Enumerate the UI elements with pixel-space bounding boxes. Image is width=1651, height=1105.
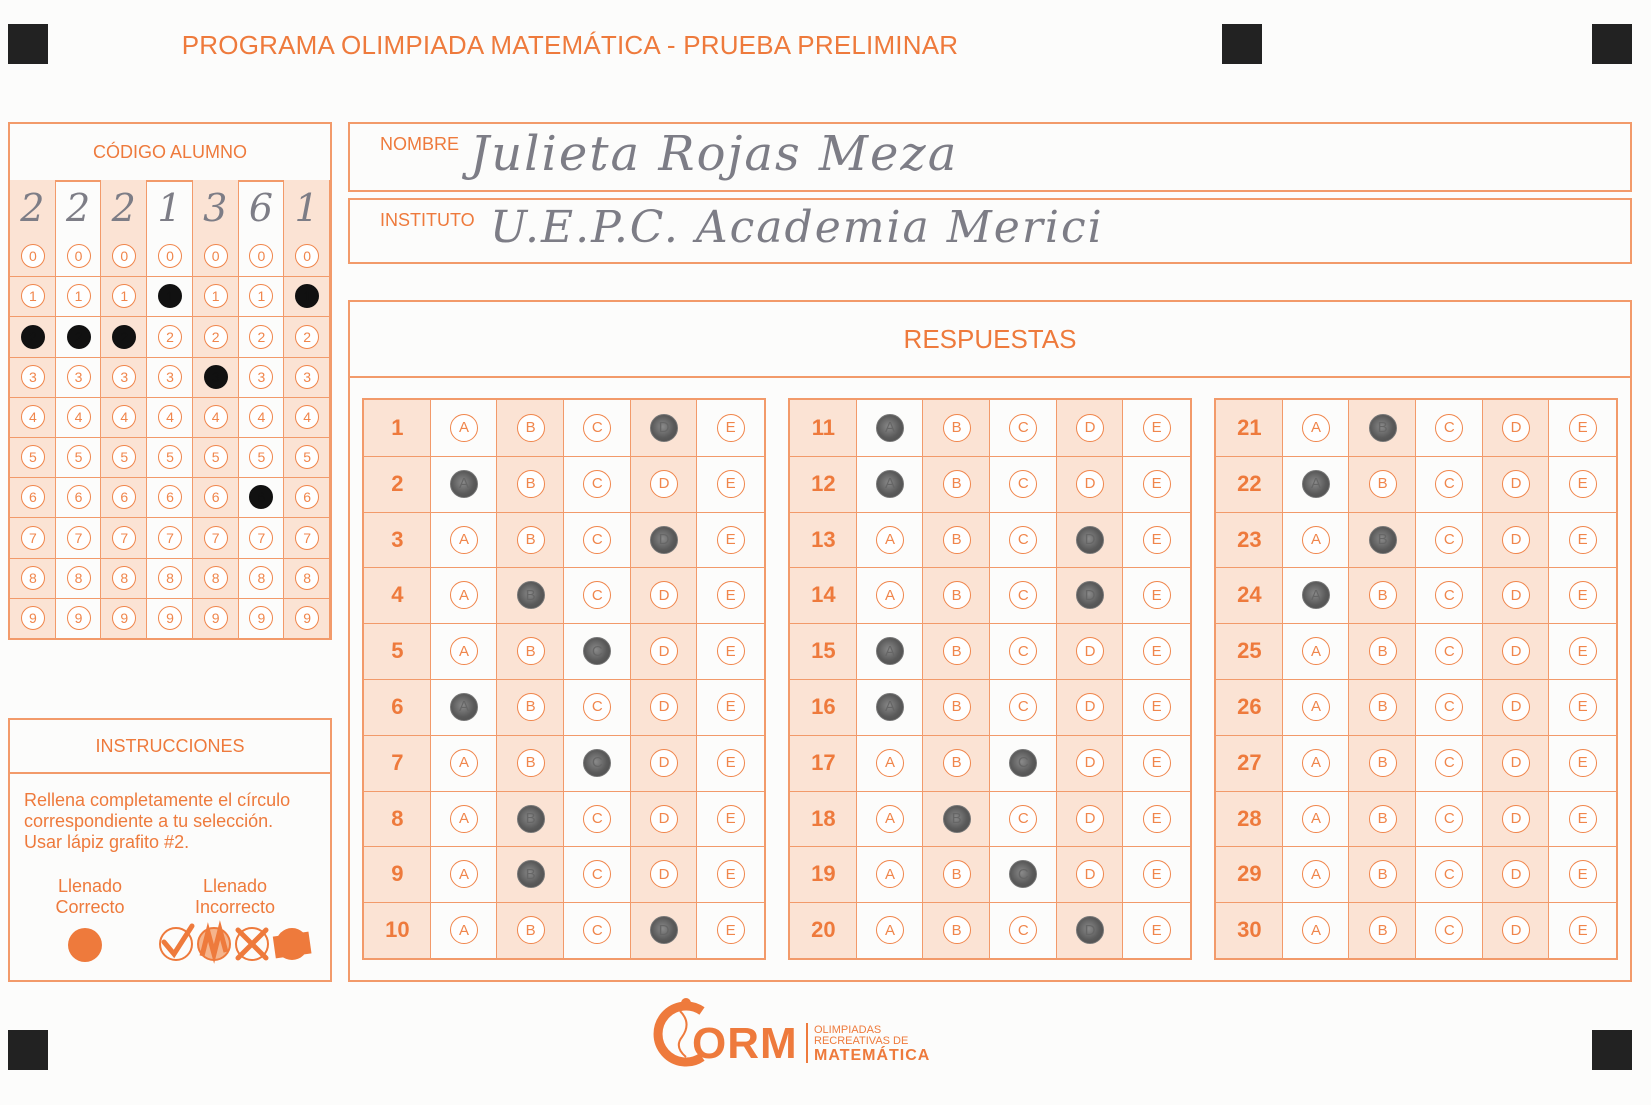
code-bubble-7[interactable]: 7 bbox=[249, 526, 273, 550]
answer-bubble-c[interactable]: C bbox=[1435, 916, 1463, 944]
code-digit-written: 2 bbox=[10, 180, 56, 236]
code-row-divider bbox=[10, 357, 330, 358]
answer-bubble-e[interactable]: E bbox=[1569, 414, 1597, 442]
code-bubble-2[interactable]: 2 bbox=[67, 325, 91, 349]
answer-bubble-a[interactable]: A bbox=[876, 581, 904, 609]
code-bubble-9[interactable]: 9 bbox=[67, 606, 91, 630]
answer-bubble-d[interactable]: D bbox=[1502, 526, 1530, 554]
question-number: 16 bbox=[811, 694, 836, 719]
code-bubble-9[interactable]: 9 bbox=[249, 606, 273, 630]
answer-bubble-c[interactable]: C bbox=[583, 526, 611, 554]
question-number: 10 bbox=[385, 917, 410, 943]
code-bubble-2[interactable]: 2 bbox=[249, 325, 273, 349]
code-bubble-3[interactable]: 3 bbox=[158, 365, 182, 389]
code-bubble-2[interactable]: 2 bbox=[158, 325, 182, 349]
answer-bubble-d[interactable]: D bbox=[1502, 805, 1530, 833]
answer-bubble-c[interactable]: C bbox=[583, 637, 611, 665]
code-bubble-8[interactable]: 8 bbox=[67, 566, 91, 590]
answer-bubble-e[interactable]: E bbox=[717, 414, 745, 442]
answer-bubble-e[interactable]: E bbox=[1569, 526, 1597, 554]
answer-bubble-d[interactable]: D bbox=[1076, 526, 1104, 554]
answer-bubble-c[interactable]: C bbox=[1009, 749, 1037, 777]
code-bubble-6[interactable]: 6 bbox=[112, 485, 136, 509]
answer-bubble-b[interactable]: B bbox=[1369, 414, 1397, 442]
answer-bubble-b[interactable]: B bbox=[943, 637, 971, 665]
code-bubble-7[interactable]: 7 bbox=[112, 526, 136, 550]
answer-bubble-b[interactable]: B bbox=[943, 470, 971, 498]
correct-fill-example-icon bbox=[68, 928, 102, 962]
answer-bubble-a[interactable]: A bbox=[450, 470, 478, 498]
answer-bubble-a[interactable]: A bbox=[876, 526, 904, 554]
answer-bubble-c[interactable]: C bbox=[1435, 414, 1463, 442]
code-bubble-8[interactable]: 8 bbox=[249, 566, 273, 590]
answer-bubble-d[interactable]: D bbox=[1076, 916, 1104, 944]
answer-bubble-d[interactable]: D bbox=[1076, 637, 1104, 665]
answer-bubble-d[interactable]: D bbox=[1076, 805, 1104, 833]
answer-bubble-e[interactable]: E bbox=[1143, 805, 1171, 833]
instructions-title: INSTRUCCIONES bbox=[10, 720, 330, 774]
answer-bubble-b[interactable]: B bbox=[517, 693, 545, 721]
code-bubble-8[interactable]: 8 bbox=[21, 566, 45, 590]
code-bubble-8[interactable]: 8 bbox=[112, 566, 136, 590]
answer-bubble-e[interactable]: E bbox=[717, 637, 745, 665]
question-number: 12 bbox=[811, 470, 836, 496]
answers-column-3 bbox=[1214, 398, 1618, 960]
code-bubble-0[interactable]: 0 bbox=[112, 244, 136, 268]
answer-bubble-b[interactable]: B bbox=[517, 749, 545, 777]
institute-box bbox=[348, 198, 1632, 264]
code-bubble-3[interactable]: 3 bbox=[295, 365, 319, 389]
code-bubble-1[interactable]: 1 bbox=[204, 284, 228, 308]
answer-bubble-a[interactable]: A bbox=[1302, 693, 1330, 721]
code-digit-written: 1 bbox=[147, 180, 193, 236]
answer-bubble-d[interactable]: D bbox=[1502, 637, 1530, 665]
code-bubble-2[interactable]: 2 bbox=[21, 325, 45, 349]
answer-bubble-c[interactable]: C bbox=[1009, 637, 1037, 665]
code-bubble-1[interactable]: 1 bbox=[21, 284, 45, 308]
code-row-divider bbox=[10, 598, 330, 599]
page-title: PROGRAMA OLIMPIADA MATEMÁTICA - PRUEBA PRELIMINAR bbox=[181, 30, 959, 60]
answer-bubble-c[interactable]: C bbox=[583, 414, 611, 442]
answer-bubble-a[interactable]: A bbox=[450, 860, 478, 888]
answer-bubble-e[interactable]: E bbox=[717, 805, 745, 833]
question-number: 4 bbox=[391, 582, 404, 608]
question-number: 2 bbox=[391, 470, 404, 496]
answer-bubble-c[interactable]: C bbox=[1009, 805, 1037, 833]
code-bubble-9[interactable]: 9 bbox=[295, 606, 319, 630]
code-bubble-2[interactable]: 2 bbox=[295, 325, 319, 349]
question-number: 27 bbox=[1237, 749, 1262, 775]
answer-bubble-e[interactable]: E bbox=[1569, 805, 1597, 833]
code-digit-written: 2 bbox=[101, 180, 147, 236]
code-bubble-9[interactable]: 9 bbox=[112, 606, 136, 630]
code-bubble-7[interactable]: 7 bbox=[21, 526, 45, 550]
answer-bubble-d[interactable]: D bbox=[1076, 414, 1104, 442]
answer-bubble-a[interactable]: A bbox=[450, 526, 478, 554]
answer-bubble-e[interactable]: E bbox=[1143, 637, 1171, 665]
answer-bubble-b[interactable]: B bbox=[517, 470, 545, 498]
answer-bubble-c[interactable]: C bbox=[1435, 693, 1463, 721]
answer-bubble-a[interactable]: A bbox=[876, 414, 904, 442]
answer-bubble-a[interactable]: A bbox=[1302, 916, 1330, 944]
code-bubble-2[interactable]: 2 bbox=[112, 325, 136, 349]
institute-label: INSTITUTO bbox=[380, 210, 475, 230]
answer-bubble-d[interactable]: D bbox=[650, 860, 678, 888]
answer-bubble-c[interactable]: C bbox=[1435, 637, 1463, 665]
code-bubble-8[interactable]: 8 bbox=[204, 566, 228, 590]
answer-bubble-b[interactable]: B bbox=[943, 749, 971, 777]
answer-bubble-c[interactable]: C bbox=[1435, 805, 1463, 833]
question-number: 1 bbox=[391, 415, 404, 440]
answer-bubble-b[interactable]: B bbox=[517, 581, 545, 609]
code-bubble-0[interactable]: 0 bbox=[295, 244, 319, 268]
answer-bubble-a[interactable]: A bbox=[450, 749, 478, 777]
code-bubble-4[interactable]: 4 bbox=[112, 405, 136, 429]
answer-bubble-a[interactable]: A bbox=[876, 805, 904, 833]
answer-bubble-a[interactable]: A bbox=[450, 637, 478, 665]
code-row-divider bbox=[10, 477, 330, 478]
answer-bubble-b[interactable]: B bbox=[943, 805, 971, 833]
question-number: 8 bbox=[391, 805, 404, 831]
answer-bubble-a[interactable]: A bbox=[1302, 860, 1330, 888]
answer-bubble-a[interactable]: A bbox=[876, 693, 904, 721]
answer-bubble-d[interactable]: D bbox=[1502, 860, 1530, 888]
answer-bubble-b[interactable]: B bbox=[1369, 526, 1397, 554]
answer-bubble-c[interactable]: C bbox=[583, 581, 611, 609]
code-bubble-4[interactable]: 4 bbox=[67, 405, 91, 429]
code-digit-written: 6 bbox=[239, 180, 285, 236]
code-bubble-8[interactable]: 8 bbox=[295, 566, 319, 590]
answer-bubble-b[interactable]: B bbox=[943, 860, 971, 888]
question-number: 5 bbox=[391, 638, 404, 664]
code-bubble-5[interactable]: 5 bbox=[158, 445, 182, 469]
answer-bubble-a[interactable]: A bbox=[450, 414, 478, 442]
answer-bubble-e[interactable]: E bbox=[717, 693, 745, 721]
question-number: 14 bbox=[811, 582, 836, 608]
code-bubble-1[interactable]: 1 bbox=[295, 284, 319, 308]
answer-bubble-c[interactable]: C bbox=[1009, 693, 1037, 721]
code-bubble-3[interactable]: 3 bbox=[249, 365, 273, 389]
code-bubble-5[interactable]: 5 bbox=[67, 445, 91, 469]
code-row-divider bbox=[10, 397, 330, 398]
answer-bubble-b[interactable]: B bbox=[1369, 805, 1397, 833]
answer-bubble-b[interactable]: B bbox=[517, 805, 545, 833]
answer-bubble-b[interactable]: B bbox=[1369, 637, 1397, 665]
question-number: 13 bbox=[811, 526, 836, 552]
answer-bubble-a[interactable]: A bbox=[1302, 414, 1330, 442]
code-bubble-5[interactable]: 5 bbox=[21, 445, 45, 469]
answer-bubble-e[interactable]: E bbox=[1143, 526, 1171, 554]
answer-bubble-d[interactable]: D bbox=[650, 414, 678, 442]
answer-bubble-b[interactable]: B bbox=[943, 693, 971, 721]
code-bubble-3[interactable]: 3 bbox=[21, 365, 45, 389]
answer-bubble-d[interactable]: D bbox=[650, 526, 678, 554]
answer-bubble-a[interactable]: A bbox=[450, 916, 478, 944]
answer-bubble-d[interactable]: D bbox=[650, 581, 678, 609]
code-bubble-4[interactable]: 4 bbox=[295, 405, 319, 429]
answer-bubble-e[interactable]: E bbox=[717, 916, 745, 944]
instructions-text bbox=[24, 790, 324, 853]
answer-bubble-e[interactable]: E bbox=[717, 860, 745, 888]
question-number: 21 bbox=[1237, 415, 1262, 440]
answer-bubble-c[interactable]: C bbox=[583, 693, 611, 721]
code-bubble-6[interactable]: 6 bbox=[295, 485, 319, 509]
answer-bubble-e[interactable]: E bbox=[1143, 414, 1171, 442]
answers-title: RESPUESTAS bbox=[350, 302, 1630, 378]
answer-bubble-a[interactable]: A bbox=[1302, 470, 1330, 498]
answer-bubble-a[interactable]: A bbox=[1302, 581, 1330, 609]
code-digit-written: 1 bbox=[284, 180, 330, 236]
answer-bubble-a[interactable]: A bbox=[1302, 637, 1330, 665]
answer-bubble-c[interactable]: C bbox=[1009, 470, 1037, 498]
answer-bubble-b[interactable]: B bbox=[517, 916, 545, 944]
overfill-icon bbox=[273, 928, 312, 960]
cross-mark-icon bbox=[236, 928, 268, 960]
orm-wordmark: ORM bbox=[692, 1019, 798, 1068]
answer-bubble-d[interactable]: D bbox=[1502, 916, 1530, 944]
answer-bubble-d[interactable]: D bbox=[1076, 693, 1104, 721]
answer-bubble-c[interactable]: C bbox=[1009, 581, 1037, 609]
question-number: 26 bbox=[1237, 694, 1262, 719]
code-bubble-3[interactable]: 3 bbox=[204, 365, 228, 389]
question-number: 29 bbox=[1237, 861, 1262, 887]
answer-bubble-b[interactable]: B bbox=[517, 526, 545, 554]
answer-bubble-d[interactable]: D bbox=[1502, 693, 1530, 721]
code-bubble-6[interactable]: 6 bbox=[249, 485, 273, 509]
code-row-divider bbox=[10, 517, 330, 518]
answer-bubble-c[interactable]: C bbox=[1009, 526, 1037, 554]
answer-bubble-e[interactable]: E bbox=[1143, 693, 1171, 721]
question-number: 22 bbox=[1237, 470, 1262, 496]
instructions-line-3: Usar lápiz grafito #2. bbox=[24, 832, 190, 852]
registration-mark-bottom-right bbox=[1592, 1030, 1632, 1070]
code-bubble-2[interactable]: 2 bbox=[204, 325, 228, 349]
answer-bubble-d[interactable]: D bbox=[1502, 749, 1530, 777]
answer-bubble-e[interactable]: E bbox=[1143, 581, 1171, 609]
answer-bubble-e[interactable]: E bbox=[1569, 916, 1597, 944]
answer-bubble-b[interactable]: B bbox=[943, 581, 971, 609]
answer-bubble-c[interactable]: C bbox=[1009, 860, 1037, 888]
question-number: 19 bbox=[811, 861, 836, 887]
answer-bubble-a[interactable]: A bbox=[876, 749, 904, 777]
answer-bubble-d[interactable]: D bbox=[650, 693, 678, 721]
code-row-divider bbox=[10, 558, 330, 559]
answer-bubble-d[interactable]: D bbox=[1502, 414, 1530, 442]
question-number: 24 bbox=[1237, 582, 1262, 608]
code-bubble-6[interactable]: 6 bbox=[204, 485, 228, 509]
answer-bubble-c[interactable]: C bbox=[583, 749, 611, 777]
answer-bubble-a[interactable]: A bbox=[1302, 749, 1330, 777]
code-bubble-8[interactable]: 8 bbox=[158, 566, 182, 590]
answer-bubble-e[interactable]: E bbox=[1143, 916, 1171, 944]
code-bubble-6[interactable]: 6 bbox=[67, 485, 91, 509]
registration-mark-bottom-left bbox=[8, 1030, 48, 1070]
code-bubble-5[interactable]: 5 bbox=[204, 445, 228, 469]
answer-bubble-b[interactable]: B bbox=[943, 526, 971, 554]
answer-bubble-e[interactable]: E bbox=[717, 526, 745, 554]
answer-bubble-d[interactable]: D bbox=[1076, 470, 1104, 498]
answer-bubble-d[interactable]: D bbox=[1502, 581, 1530, 609]
answers-column-1 bbox=[362, 398, 766, 960]
code-bubble-5[interactable]: 5 bbox=[295, 445, 319, 469]
answer-bubble-e[interactable]: E bbox=[1569, 637, 1597, 665]
answer-bubble-c[interactable]: C bbox=[1009, 916, 1037, 944]
code-bubble-9[interactable]: 9 bbox=[204, 606, 228, 630]
answer-bubble-b[interactable]: B bbox=[517, 860, 545, 888]
code-row-divider bbox=[10, 276, 330, 277]
answer-bubble-a[interactable]: A bbox=[450, 693, 478, 721]
answer-bubble-b[interactable]: B bbox=[517, 414, 545, 442]
answer-bubble-d[interactable]: D bbox=[1076, 749, 1104, 777]
question-number: 6 bbox=[391, 694, 404, 719]
answer-bubble-c[interactable]: C bbox=[583, 916, 611, 944]
answer-bubble-b[interactable]: B bbox=[1369, 470, 1397, 498]
code-bubble-0[interactable]: 0 bbox=[158, 244, 182, 268]
student-code-digits bbox=[10, 180, 330, 236]
answer-bubble-d[interactable]: D bbox=[1076, 581, 1104, 609]
answer-bubble-e[interactable]: E bbox=[1569, 693, 1597, 721]
answer-bubble-e[interactable]: E bbox=[717, 749, 745, 777]
question-number: 23 bbox=[1237, 526, 1262, 552]
code-bubble-7[interactable]: 7 bbox=[295, 526, 319, 550]
answer-bubble-b[interactable]: B bbox=[1369, 749, 1397, 777]
question-number: 15 bbox=[811, 638, 836, 664]
code-bubble-5[interactable]: 5 bbox=[112, 445, 136, 469]
answer-bubble-b[interactable]: B bbox=[1369, 581, 1397, 609]
answer-bubble-b[interactable]: B bbox=[1369, 860, 1397, 888]
name-box bbox=[348, 122, 1632, 192]
answer-bubble-d[interactable]: D bbox=[650, 749, 678, 777]
answer-bubble-b[interactable]: B bbox=[1369, 693, 1397, 721]
answer-bubble-e[interactable]: E bbox=[1143, 749, 1171, 777]
answer-bubble-c[interactable]: C bbox=[1435, 749, 1463, 777]
answer-bubble-e[interactable]: E bbox=[1569, 581, 1597, 609]
answer-bubble-d[interactable]: D bbox=[650, 470, 678, 498]
code-bubble-0[interactable]: 0 bbox=[67, 244, 91, 268]
code-bubble-6[interactable]: 6 bbox=[158, 485, 182, 509]
answer-bubble-a[interactable]: A bbox=[876, 860, 904, 888]
answer-bubble-a[interactable]: A bbox=[450, 581, 478, 609]
answer-bubble-e[interactable]: E bbox=[717, 470, 745, 498]
answer-bubble-a[interactable]: A bbox=[876, 916, 904, 944]
student-code-label: CÓDIGO ALUMNO bbox=[10, 124, 330, 182]
question-number: 25 bbox=[1237, 638, 1262, 664]
answer-bubble-d[interactable]: D bbox=[650, 637, 678, 665]
answer-bubble-e[interactable]: E bbox=[1143, 470, 1171, 498]
answer-bubble-d[interactable]: D bbox=[1502, 470, 1530, 498]
instructions-line-1: Rellena completamente el círculo bbox=[24, 790, 291, 810]
answer-bubble-d[interactable]: D bbox=[1076, 860, 1104, 888]
scribble-icon bbox=[198, 928, 230, 960]
answer-bubble-a[interactable]: A bbox=[1302, 805, 1330, 833]
orm-tagline: OLIMPIADAS RECREATIVAS DE MATEMÁTICA bbox=[814, 1024, 931, 1064]
answer-bubble-a[interactable]: A bbox=[450, 805, 478, 833]
code-bubble-1[interactable]: 1 bbox=[112, 284, 136, 308]
check-mark-icon bbox=[160, 926, 192, 960]
code-row-divider bbox=[10, 437, 330, 438]
answers-column-2 bbox=[788, 398, 1192, 960]
answer-bubble-b[interactable]: B bbox=[943, 414, 971, 442]
code-bubble-4[interactable]: 4 bbox=[158, 405, 182, 429]
answer-bubble-c[interactable]: C bbox=[583, 470, 611, 498]
registration-mark-top-right bbox=[1592, 24, 1632, 64]
question-number: 30 bbox=[1237, 917, 1262, 943]
question-number: 18 bbox=[811, 805, 836, 831]
answer-bubble-d[interactable]: D bbox=[650, 916, 678, 944]
code-digit-written: 2 bbox=[56, 180, 102, 236]
code-bubble-9[interactable]: 9 bbox=[21, 606, 45, 630]
answer-bubble-a[interactable]: A bbox=[1302, 526, 1330, 554]
code-bubble-4[interactable]: 4 bbox=[21, 405, 45, 429]
registration-mark-top-mid bbox=[1222, 24, 1262, 64]
code-bubble-7[interactable]: 7 bbox=[158, 526, 182, 550]
code-bubble-7[interactable]: 7 bbox=[204, 526, 228, 550]
code-row-divider bbox=[10, 316, 330, 317]
code-bubble-4[interactable]: 4 bbox=[249, 405, 273, 429]
answer-bubble-b[interactable]: B bbox=[943, 916, 971, 944]
name-label: NOMBRE bbox=[380, 134, 460, 154]
instructions-line-2: correspondiente a tu selección. bbox=[24, 811, 274, 831]
code-bubble-5[interactable]: 5 bbox=[249, 445, 273, 469]
code-bubble-0[interactable]: 0 bbox=[204, 244, 228, 268]
question-number: 17 bbox=[811, 749, 836, 775]
code-bubble-6[interactable]: 6 bbox=[21, 485, 45, 509]
question-number: 9 bbox=[391, 861, 404, 887]
name-value: Julieta Rojas Meza bbox=[470, 126, 959, 182]
correct-fill-label: Llenado Correcto bbox=[55, 876, 125, 917]
incorrect-fill-examples-icon bbox=[158, 920, 314, 966]
question-number: 20 bbox=[811, 917, 836, 943]
question-number: 7 bbox=[391, 749, 404, 775]
answer-bubble-c[interactable]: C bbox=[1435, 860, 1463, 888]
answer-bubble-e[interactable]: E bbox=[717, 581, 745, 609]
code-bubble-7[interactable]: 7 bbox=[67, 526, 91, 550]
answer-bubble-c[interactable]: C bbox=[583, 860, 611, 888]
code-bubble-0[interactable]: 0 bbox=[21, 244, 45, 268]
institute-value: U.E.P.C. Academia Merici bbox=[490, 202, 1104, 253]
answer-bubble-c[interactable]: C bbox=[1435, 581, 1463, 609]
answer-bubble-a[interactable]: A bbox=[876, 470, 904, 498]
code-bubble-1[interactable]: 1 bbox=[249, 284, 273, 308]
answer-bubble-c[interactable]: C bbox=[1435, 470, 1463, 498]
answer-bubble-e[interactable]: E bbox=[1569, 749, 1597, 777]
incorrect-fill-label: Llenado Incorrecto bbox=[194, 876, 276, 917]
answer-bubble-e[interactable]: E bbox=[1143, 860, 1171, 888]
question-number: 3 bbox=[391, 526, 404, 552]
code-digit-written: 3 bbox=[193, 180, 239, 236]
question-number: 28 bbox=[1237, 805, 1262, 831]
code-bubble-0[interactable]: 0 bbox=[249, 244, 273, 268]
code-bubble-4[interactable]: 4 bbox=[204, 405, 228, 429]
code-bubble-9[interactable]: 9 bbox=[158, 606, 182, 630]
code-bubble-3[interactable]: 3 bbox=[112, 365, 136, 389]
answer-bubble-c[interactable]: C bbox=[583, 805, 611, 833]
answer-bubble-c[interactable]: C bbox=[1435, 526, 1463, 554]
answer-bubble-c[interactable]: C bbox=[1009, 414, 1037, 442]
answer-bubble-d[interactable]: D bbox=[650, 805, 678, 833]
code-bubble-1[interactable]: 1 bbox=[158, 284, 182, 308]
code-bubble-1[interactable]: 1 bbox=[67, 284, 91, 308]
student-code-grid bbox=[10, 236, 330, 638]
answer-bubble-e[interactable]: E bbox=[1569, 470, 1597, 498]
answer-bubble-a[interactable]: A bbox=[876, 637, 904, 665]
question-number: 11 bbox=[811, 415, 835, 440]
answer-bubble-b[interactable]: B bbox=[1369, 916, 1397, 944]
answer-bubble-b[interactable]: B bbox=[517, 637, 545, 665]
answer-bubble-e[interactable]: E bbox=[1569, 860, 1597, 888]
code-bubble-3[interactable]: 3 bbox=[67, 365, 91, 389]
